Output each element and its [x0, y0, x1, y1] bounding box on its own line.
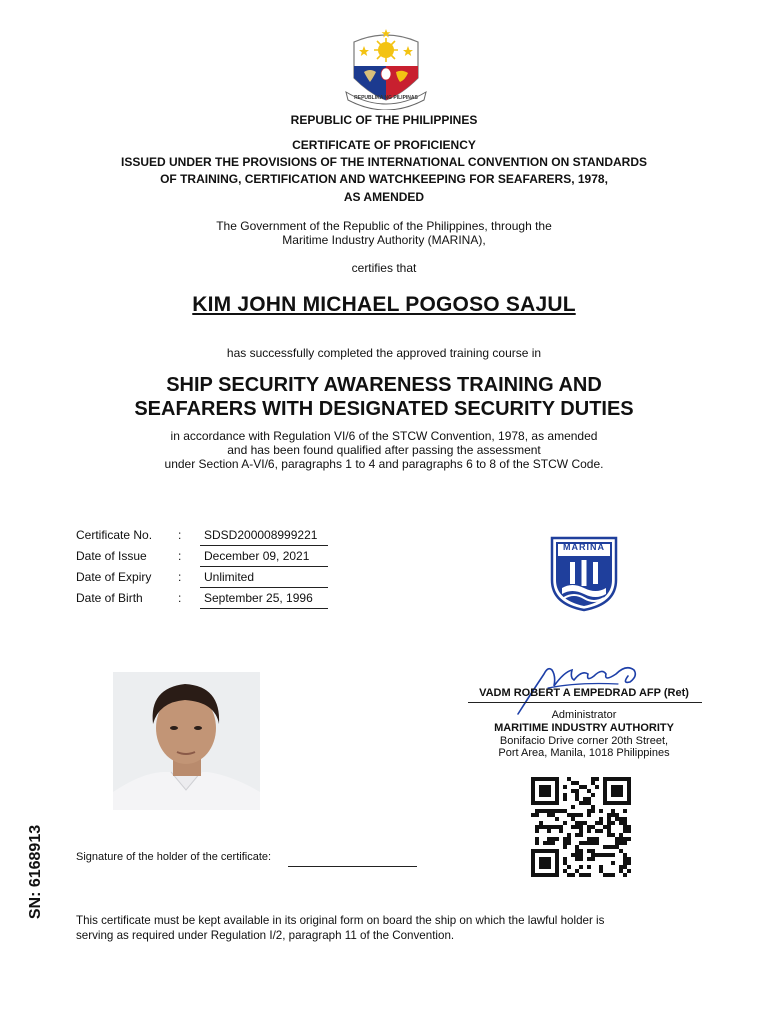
date-of-issue-value: December 09, 2021	[200, 549, 328, 567]
signatory-line	[468, 702, 702, 703]
regulation-line-3: under Section A-VI/6, paragraphs 1 to 4 and paragraphs 6 to 8 of the STCW Code.	[164, 457, 604, 471]
agency-address-line-2: Port Area, Manila, 1018 Philippines	[498, 747, 670, 759]
marina-logo-text: MARINA	[563, 542, 605, 552]
provision-line-1: ISSUED UNDER THE PROVISIONS OF THE INTERNATIONAL CONVENTION ON STANDARDS	[120, 155, 648, 169]
certificate-details	[76, 528, 336, 618]
certifies-text: certifies that	[351, 261, 417, 275]
provision-line-2: OF TRAINING, CERTIFICATION AND WATCHKEEPING FOR SEAFARERS, 1978,	[160, 172, 608, 186]
details-label: Certificate No.	[76, 528, 153, 542]
footer-line-1: This certificate must be kept available in its original form on board the ship on which the lawful holder is	[76, 914, 605, 927]
provision-line-3: AS AMENDED	[343, 190, 425, 204]
intro-line-1: The Government of the Republic of the Philippines, through the	[216, 219, 552, 233]
holder-name: KIM JOHN MICHAEL POGOSO SAJUL	[192, 293, 576, 316]
regulation-line-1: in accordance with Regulation VI/6 of the STCW Convention, 1978, as amended	[170, 429, 598, 443]
details-label: Date of Expiry	[76, 570, 152, 584]
qr-code-image	[528, 777, 634, 877]
holder-photo	[113, 672, 260, 810]
details-colon: :	[178, 528, 182, 542]
date-of-birth-value: September 25, 1996	[200, 591, 328, 609]
details-colon: :	[178, 549, 182, 563]
completion-text: has successfully completed the approved training course in	[226, 346, 542, 360]
signatory-title: Administrator	[551, 709, 617, 721]
signatory-name: VADM ROBERT A EMPEDRAD AFP (Ret)	[479, 687, 689, 699]
details-label: Date of Birth	[76, 591, 143, 605]
holder-signature-label: Signature of the holder of the certificate:	[76, 851, 272, 863]
seal-banner-text: REPUBLIKA NG PILIPINAS	[354, 95, 418, 101]
course-title-line-2: SEAFARERS WITH DESIGNATED SECURITY DUTIES	[134, 398, 634, 420]
intro-line-2: Maritime Industry Authority (MARINA),	[282, 233, 486, 247]
holder-portrait-image	[113, 672, 260, 810]
details-colon: :	[178, 591, 182, 605]
certificate-number-value: SDSD200008999221	[200, 528, 328, 546]
details-colon: :	[178, 570, 182, 584]
date-of-expiry-value: Unlimited	[200, 570, 328, 588]
details-label: Date of Issue	[76, 549, 147, 563]
regulation-line-2: and has been found qualified after passing the assessment	[227, 443, 541, 457]
signatory-agency: MARITIME INDUSTRY AUTHORITY	[494, 722, 674, 734]
footer-line-2: serving as required under Regulation I/2, paragraph 11 of the Convention.	[76, 929, 455, 942]
certificate-title: CERTIFICATE OF PROFICIENCY	[292, 138, 476, 152]
verification-qr-code[interactable]	[528, 777, 634, 877]
holder-signature-line	[288, 866, 417, 867]
agency-address-line-1: Bonifacio Drive corner 20th Street,	[499, 735, 669, 747]
country-heading: REPUBLIC OF THE PHILIPPINES	[290, 113, 478, 127]
course-title-line-1: SHIP SECURITY AWARENESS TRAINING AND	[166, 374, 602, 396]
serial-number: SN: 6168913	[27, 824, 44, 920]
